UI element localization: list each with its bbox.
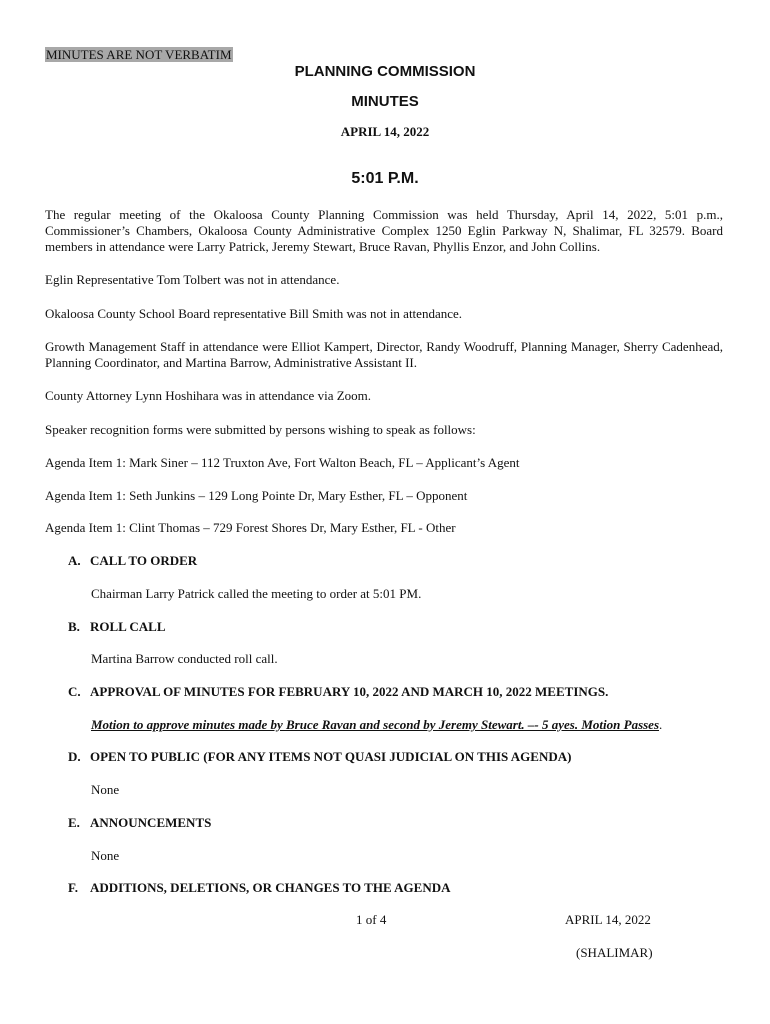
section-b-heading bbox=[68, 619, 166, 635]
section-letter: F. bbox=[68, 880, 78, 895]
section-letter: C. bbox=[68, 684, 81, 699]
section-f-heading bbox=[68, 880, 450, 896]
document-subtitle: MINUTES bbox=[351, 93, 419, 110]
section-letter: E. bbox=[68, 815, 80, 830]
section-c-body bbox=[91, 717, 662, 733]
section-title: ROLL CALL bbox=[90, 619, 166, 634]
agenda-speaker-2: Agenda Item 1: Seth Junkins – 129 Long Pointe Dr, Mary Esther, FL – Opponent bbox=[45, 488, 468, 503]
section-d-heading bbox=[68, 749, 571, 765]
meeting-time: 5:01 P.M. bbox=[351, 170, 419, 187]
section-a-heading bbox=[68, 553, 197, 569]
footer-location: (SHALIMAR) bbox=[576, 945, 653, 960]
section-e-body: None bbox=[91, 848, 120, 863]
eglin-paragraph: Eglin Representative Tom Tolbert was not in attendance. bbox=[45, 272, 340, 287]
attorney-paragraph: County Attorney Lynn Hoshihara was in attendance via Zoom. bbox=[45, 388, 372, 403]
not-verbatim-notice: MINUTES ARE NOT VERBATIM bbox=[46, 47, 232, 62]
agenda-speaker-3: Agenda Item 1: Clint Thomas – 729 Forest Shores Dr, Mary Esther, FL - Other bbox=[45, 520, 456, 535]
section-e-heading bbox=[68, 815, 211, 831]
school-paragraph: Okaloosa County School Board representative Bill Smith was not in attendance. bbox=[45, 306, 463, 321]
section-letter: A. bbox=[68, 553, 81, 568]
section-title: ANNOUNCEMENTS bbox=[90, 815, 212, 830]
section-title: CALL TO ORDER bbox=[90, 553, 198, 568]
section-b-body: Martina Barrow conducted roll call. bbox=[91, 651, 278, 666]
intro-paragraph: The regular meeting of the Okaloosa County Planning Commission was held Thursday, April 14, 2022, 5:01 p.m., Commissioner’s Chambers, Okaloosa County Administrative Complex 1250 Eglin Parkway N, Shalimar, FL 32579. Board members in attendance were Larry Patrick, Jeremy Stewart, Bruce Ravan, Phyllis Enzor, and John Collins. bbox=[45, 207, 723, 254]
speaker-paragraph: Speaker recognition forms were submitted by persons wishing to speak as follows: bbox=[45, 422, 476, 437]
section-title: OPEN TO PUBLIC (FOR ANY ITEMS NOT QUASI JUDICIAL ON THIS AGENDA) bbox=[90, 749, 572, 764]
section-a-body: Chairman Larry Patrick called the meeting to order at 5:01 PM. bbox=[91, 586, 422, 601]
section-d-body: None bbox=[91, 782, 120, 797]
section-letter: D. bbox=[68, 749, 81, 764]
motion-period: . bbox=[659, 717, 663, 732]
section-title: ADDITIONS, DELETIONS, OR CHANGES TO THE AGENDA bbox=[90, 880, 451, 895]
staff-paragraph: Growth Management Staff in attendance were Elliot Kampert, Director, Randy Woodruff, Planning Manager, Sherry Cadenhead, Planning Coordinator, and Martina Barrow, Administrative Assistant II. bbox=[45, 339, 723, 370]
footer-page-number: 1 of 4 bbox=[356, 912, 387, 927]
section-letter: B. bbox=[68, 619, 80, 634]
agenda-speaker-1: Agenda Item 1: Mark Siner – 112 Truxton Ave, Fort Walton Beach, FL – Applicant’s Agent bbox=[45, 455, 520, 470]
meeting-date: APRIL 14, 2022 bbox=[340, 124, 430, 139]
document-title: PLANNING COMMISSION bbox=[294, 63, 476, 80]
section-c-heading bbox=[68, 684, 608, 700]
section-title: APPROVAL OF MINUTES FOR FEBRUARY 10, 2022 AND MARCH 10, 2022 MEETINGS. bbox=[90, 684, 609, 699]
footer-date: APRIL 14, 2022 bbox=[565, 912, 651, 927]
motion-text: Motion to approve minutes made by Bruce Ravan and second by Jeremy Stewart. –- 5 ayes. Motion Passes bbox=[91, 717, 660, 732]
